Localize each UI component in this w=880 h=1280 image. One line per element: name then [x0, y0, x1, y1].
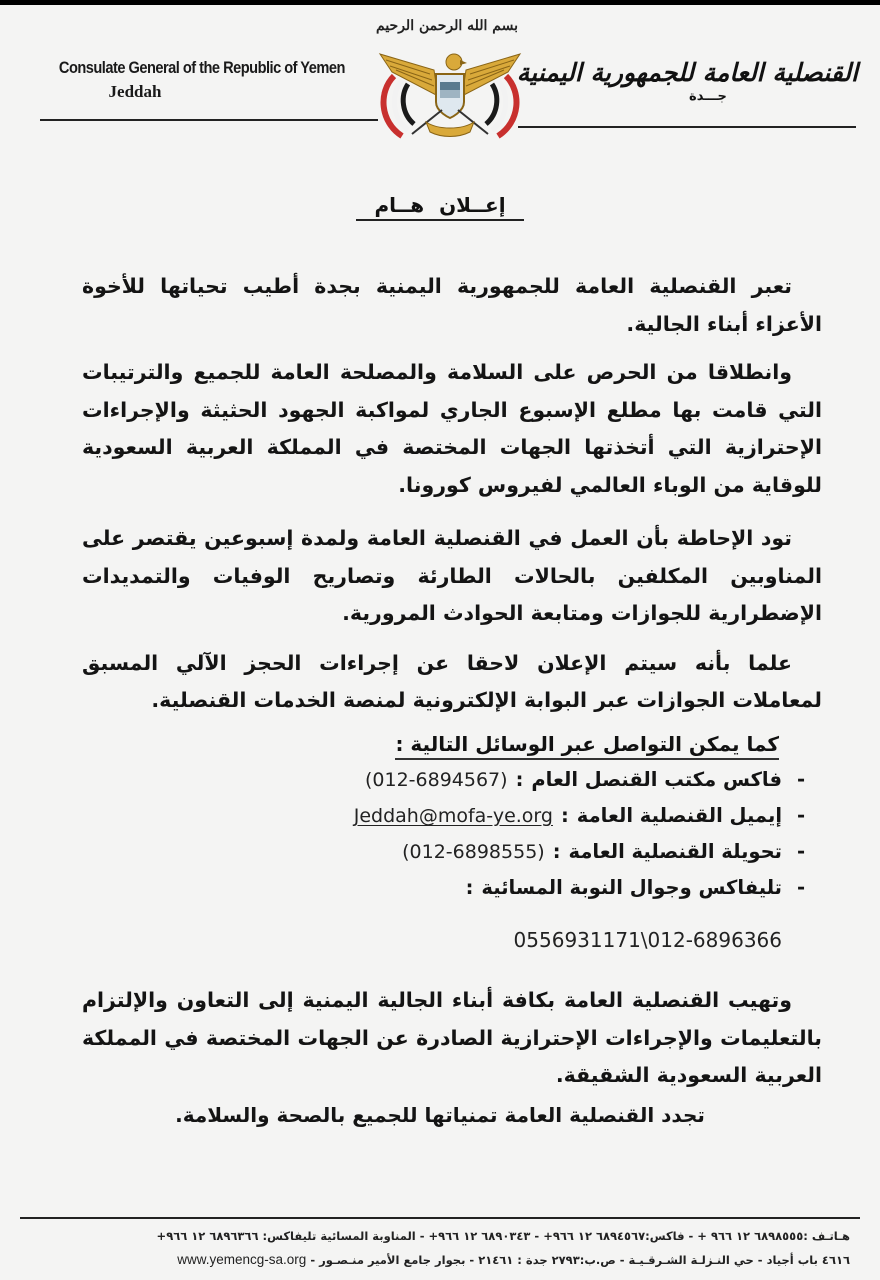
- contact-value: (012-6894567): [364, 769, 508, 791]
- footer-website-link[interactable]: www.yemencg-sa.org: [177, 1252, 307, 1267]
- basmala: بسم الله الرحمن الرحيم: [376, 18, 518, 34]
- bullet-dash: -: [796, 840, 806, 863]
- announcement-title: إعــلان هــام: [356, 193, 523, 221]
- footer-address-line: [30, 1252, 850, 1267]
- contact-label: إيميل القنصلية العامة: [576, 804, 782, 827]
- footer-rule: [20, 1217, 860, 1219]
- contacts-heading: كما يمكن التواصل عبر الوسائل التالية :: [395, 731, 779, 760]
- contact-value: (012-6898555): [402, 841, 545, 863]
- letterhead-rule-right: [518, 126, 856, 128]
- contact-label: تحويلة القنصلية العامة: [568, 840, 782, 863]
- bullet-dash: -: [796, 768, 806, 791]
- paragraph-precautions: وانطلاقا من الحرص على السلامة والمصلحة العامة للجميع والترتيبات التي قامت بها مطلع الإسبوع الجاري لمواكبة الجهود الحثيثة والإجراءات الإحترازية التي أتخذتها الجهات المختصة في المملكة العربية السعودية للوقاية من الوباء العالمي لفيروس كورونا.: [82, 360, 822, 497]
- english-consulate-title: Consulate General of the Republic of Yemen: [58, 58, 345, 77]
- arabic-city: جـــدة: [689, 89, 727, 104]
- paragraph-compliance: وتهيب القنصلية العامة بكافة أبناء الجالية اليمنية إلى التعاون والإلتزام بالتعليمات والإجراءات الإحترازية الصادرة عن الجهات المختصة في المملكة العربية السعودية الشقيقة.: [82, 988, 822, 1087]
- closing-paragraph-wrap: [82, 982, 822, 1095]
- night-shift-numbers: 0556931171\012-6896366: [513, 928, 782, 952]
- announcement-title-wrap: [0, 193, 880, 221]
- english-city: Jeddah: [108, 82, 162, 101]
- contact-item-email: [220, 804, 820, 840]
- colon: :: [552, 840, 561, 863]
- yemen-emblem-icon: [372, 40, 528, 140]
- contact-label: تليفاكس وجوال النوبة المسائية: [481, 876, 782, 899]
- top-black-bar: [0, 0, 880, 5]
- arabic-consulate-title: القنصلية العامة للجمهورية اليمنية: [516, 58, 858, 87]
- contact-item-fax: [220, 768, 820, 804]
- email-link[interactable]: Jeddah@mofa-ye.org: [353, 805, 553, 827]
- paragraph-booking-notice: علما بأنه سيتم الإعلان لاحقا عن إجراءات الحجز الآلي المسبق لمعاملات الجوازات عبر البوابة الإلكترونية لمنصة الخدمات القنصلية.: [82, 650, 822, 712]
- letterhead-rule-left: [40, 119, 378, 121]
- contact-item-extension: [220, 840, 820, 876]
- paragraph-greeting: تعبر القنصلية العامة للجمهورية اليمنية بجدة أطيب تحياتها للأخوة الأعزاء أبناء الجالية.: [82, 274, 822, 336]
- footer-phone-line: هـاتـف :٦٨٩٨٥٥٥ ١٢ ٩٦٦ + - فاكس:٦٨٩٤٥٦٧ ١٢ ٩٦٦+ - ٦٨٩٠٣٤٣ ١٢ ٩٦٦+ - المناوبة المسائية تليفاكس: ٦٨٩٦٣٦٦ ١٢ ٩٦٦+: [156, 1229, 850, 1243]
- letterhead-english: [40, 58, 345, 102]
- announcement-body: [82, 268, 822, 720]
- contact-item-night-shift: [220, 876, 820, 912]
- colon: :: [465, 876, 474, 899]
- colon: :: [515, 768, 524, 791]
- colon: :: [560, 804, 569, 827]
- paragraph-work-limits: تود الإحاطة بأن العمل في القنصلية العامة ولمدة إسبوعين يقتصر على المناوبين المكلفين بالحالات الطارئة وتصاريح الوفيات والتمديدات الإضطرارية للجوازات ومتابعة الحوادث المرورية.: [82, 526, 822, 625]
- bullet-dash: -: [796, 804, 806, 827]
- closing-line: تجدد القنصلية العامة تمنياتها للجميع بالصحة والسلامة.: [175, 1103, 705, 1127]
- contact-label: فاكس مكتب القنصل العام: [531, 768, 782, 791]
- contact-list: [220, 768, 820, 912]
- letterhead-arabic: [516, 58, 858, 104]
- bullet-dash: -: [796, 876, 806, 899]
- footer-address: ٤٦١٦ باب أجياد - حي النـزلـة الشـرقـيـة - ص.ب:٢٧٩٣ جدة : ٢١٤٦١ - بجوار جامع الأمير منـصـور -: [310, 1253, 850, 1267]
